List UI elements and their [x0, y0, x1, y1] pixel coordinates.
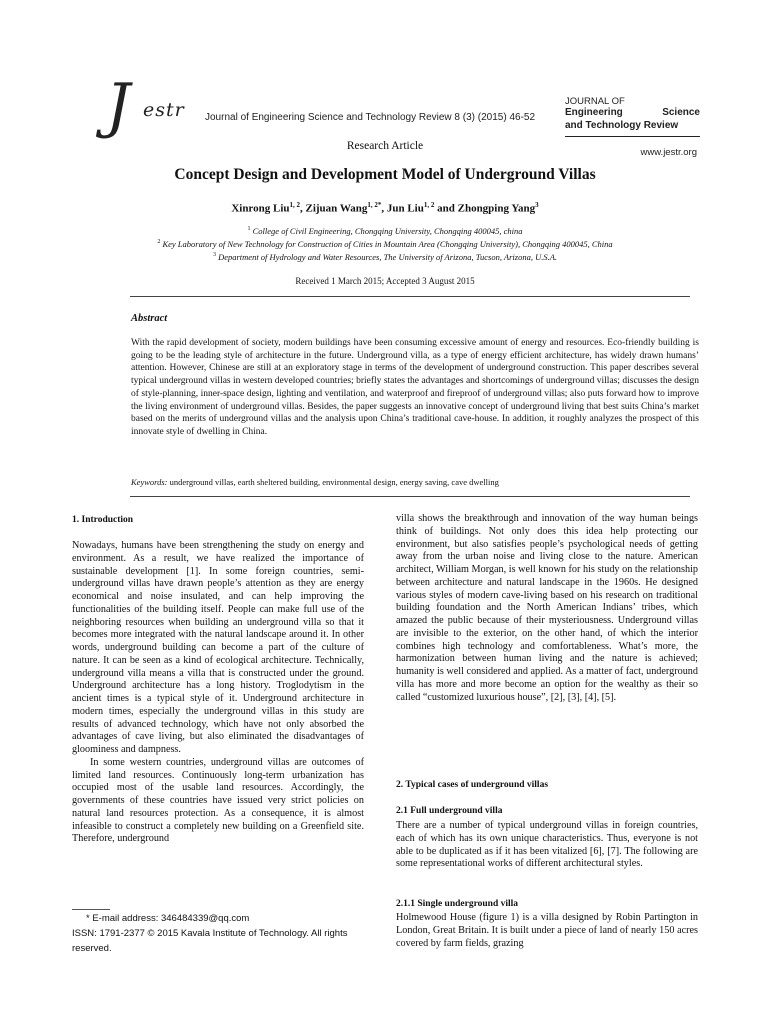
divider-top [130, 296, 690, 297]
left-column-body [72, 540, 364, 846]
subsection-body-full-underground [396, 820, 698, 871]
paragraph: Nowadays, humans have been strengthening the study on energy and environment. As a result, we have realized the importance of sustainable development [1]. In some foreign countries, semi-underground villas have drawn people’s attention as they are energy economical and noise insulated, and can help improving the functionalities of the building itself. People can make full use of the neighboring resources when building an underground villa so that it becomes more integrated with the natural landscape around it. In other words, underground building can become a part of the culture of nature. It can be seen as a kind of ecological architecture. Technically, underground villa means a villa that is constructed under the ground. Underground architecture has a long history. Troglodytism in the ancient times is a typical style of it. Underground architecture in modern times, especially the underground villas in this study are results of advanced technology, which have not only absorbed the advantages of cave living, but also eliminated the disadvantages of gloominess and dampness. [72, 540, 364, 755]
journal-name-engineering: Engineering [565, 107, 623, 118]
subsubsection-heading-single: 2.1.1 Single underground villa [396, 899, 519, 909]
author-affiliation-marker: 1, 2 [289, 201, 300, 209]
keywords-label: Keywords: [131, 477, 168, 487]
abstract-heading: Abstract [131, 313, 168, 324]
affiliation-1: $^1$ College of Civil Engineering, Chongqing University, Chongqing 400045, china [247, 226, 523, 236]
paragraph: In some western countries, underground villas are outcomes of limited land resources. Continuously long-term urbanization has occupied most of the usable land resources. Accordingly, the governments of these countries have issued very strict policies on natural land resources protection. As a consequence, it is almost infeasible to construct a completely new building on a Greenfield site. Therefore, underground [72, 756, 364, 845]
paper-title: Concept Design and Development Model of Underground Villas [174, 166, 596, 183]
footnote-rule [72, 909, 110, 910]
header-divider [565, 136, 700, 137]
section-heading-introduction: 1. Introduction [72, 515, 134, 525]
author-name: Jun Liu [386, 202, 424, 215]
section-heading-typical-cases: 2. Typical cases of underground villas [396, 780, 549, 790]
paragraph: villa shows the breakthrough and innovation of the way human beings think of buildings. Not only does this idea help protecting our environment, but also satisfies people’s psychological needs of getting away from the urban noise and living close to the nature. American architect, William Morgan, is well known for his study on the relationship between architecture and natural landscape in the 1960s. He designed various styles of modern cave-living based on his research on traditional building foundation and the North American Indians’ tribes, which amazed the public because of their mysteriousness. Underground villas are invisible to the exterior, on the other hand, of which the interior combines high technology and comfortableness. What’s more, the harmonization between human living and the nature is achieved; humanity is well considered and applied. As a matter of fact, underground villa has more and more become an option for the wealthy as their so called “customized luxurious house”, [2], [3], [4], [5]. [396, 513, 698, 703]
author-affiliation-marker: 3 [535, 201, 539, 209]
journal-citation: Journal of Engineering Science and Technology Review 8 (3) (2015) 46-52 [205, 112, 536, 123]
keywords [131, 477, 699, 487]
affiliation-3: $^3$ Department of Hydrology and Water Resources, The University of Arizona, Tucson, Arizona, U.S.A. [212, 252, 558, 262]
author-affiliation-marker: 1, 2* [367, 201, 382, 209]
subsubsection-body-single [396, 912, 698, 950]
abstract-body: With the rapid development of society, modern buildings have been consuming excessive amount of energy and resources. Eco-friendly building is going to be the leading style of architecture in the future. Underground villa, as a type of energy efficient architecture, has widely drawn humans’ attention. However, Chinese are still at an exploratory stage in terms of the development of underground construction. This paper describes several typical underground villas in western developed countries; briefly states the advantages and shortcomings of underground villas; discusses the design of style-planning, inner-space design, lighting and ventilation, and waterproof and fireproof of underground villas; also puts forward how to improve the living environment of underground villas. Besides, the paper suggests an innovative concept of underground living that best suits China’s market based on the merits of underground villas and the analysis upon China’s traditional cave-house. In addition, it roughly analyzes the prospect of this innovate style of dwelling in China. [131, 338, 699, 437]
author-name: Zijuan Wang [305, 202, 368, 215]
divider-bottom [130, 496, 690, 497]
footnote-email: * E-mail address: 346484339@qq.com [86, 913, 250, 924]
footnote-issn: ISSN: 1791-2377 © 2015 Kavala Institute of Technology. All rights reserved. [72, 928, 348, 954]
journal-name-line2 [565, 107, 700, 118]
author-list: Xinrong Liu$^{1, 2}$, Zijuan Wang$^{1, 2*}$, Jun Liu$^{1, 2}$ and Zhongping Yang$^3$ [231, 201, 539, 215]
paragraph: Holmewood House (figure 1) is a villa designed by Robin Partington in London, Great Britain. It is built under a piece of land of nearly 150 acres covered by farm fields, grazing [396, 912, 698, 949]
affiliation-2: $^2$ Key Laboratory of New Technology for Construction of Cities in Mountain Area (Chongqing University), Chongqing 400045, China [157, 239, 613, 249]
author-name: Xinrong Liu [231, 202, 290, 215]
subsection-heading-full-underground: 2.1 Full underground villa [396, 806, 503, 816]
journal-name-line1: JOURNAL OF [565, 96, 625, 107]
received-dates: Received 1 March 2015; Accepted 3 August 2015 [295, 276, 475, 286]
journal-url: www.jestr.org [640, 147, 697, 158]
journal-name-line3: and Technology Review [565, 120, 679, 131]
keywords-list: underground villas, earth sheltered building, environmental design, energy saving, cave dwelling [169, 477, 499, 487]
journal-logo-j: J [106, 71, 131, 141]
right-column-body [396, 513, 698, 704]
paragraph: There are a number of typical underground villas in foreign countries, each of which has its own unique characteristics. Thus, everyone is not able to be duplicated as if it has been vitalized [6], [7]. The following are some representational works of different architectural styles. [396, 820, 698, 870]
journal-logo-text: estr [143, 99, 185, 121]
journal-name-science: Science [662, 107, 700, 118]
author-name: Zhongping Yang [457, 202, 536, 215]
article-type: Research Article [346, 140, 424, 152]
author-affiliation-marker: 1, 2 [423, 201, 435, 209]
